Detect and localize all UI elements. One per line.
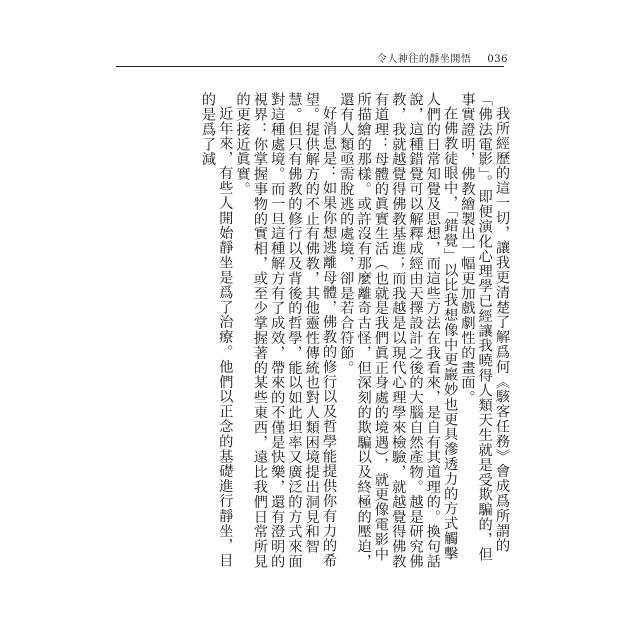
- running-header: [377, 50, 508, 65]
- header-title: 令人神往的靜坐開悟: [376, 54, 472, 65]
- page-number: 036: [487, 54, 508, 65]
- header-rule: [116, 66, 504, 67]
- paragraph: 在佛教徒眼中，「錯覺」以比我想像中更巖妙也更具滲透力的方式觸擊人們的日常知覺及思想，而這些方法在我看來，是自有其道理的。換句話說，這種錯覺可以解釋成經由天擇設計之後的大腦自然產物。越是研究佛教，我就越覺得佛教基進；而我越是以現代心理學來檢驗，就越覺得佛教有道理：母體的眞實生活（也就是我們眞正身處的境遇），就更像電影中所描繪的那樣。或許沒有那麼離奇古怪，但深刻的欺騙以及終極的壓迫，還有人類亟需脫逃的處境，卻是若合符節。: [338, 92, 459, 569]
- paragraph: 我所經歷的這一切，讓我更清楚了解爲何《駭客任務》會成爲所謂的「佛法電影」。即便演化心理學已經讓我曉得人類天生就是受欺騙的，但事實證明，佛教繪製出一幅更加戲劇性的畫面。: [459, 92, 510, 562]
- paragraph: 近年來，有些人開始靜坐是爲了治療。他們以正念的基礎進行靜坐，目的是爲了減: [199, 92, 234, 569]
- paragraph: 好消息是：如果你想逃離母體，佛教的修行以及哲學能提供你有力的希望。提供解方的不止有佛教，其他靈性傳統也對人類困境提出洞見和智慧。但只有佛教的修行以及背後的哲學，能以如此坦率又廣泛的方式來面對這種處境。而一旦這種解方有了成效，帶來的不僅是快樂，還有澄明的視界：你掌握事物的實相，或至少掌握著的某些東西，遠比我們日常所見的更接近眞實。: [234, 92, 338, 569]
- body-text: [110, 92, 510, 574]
